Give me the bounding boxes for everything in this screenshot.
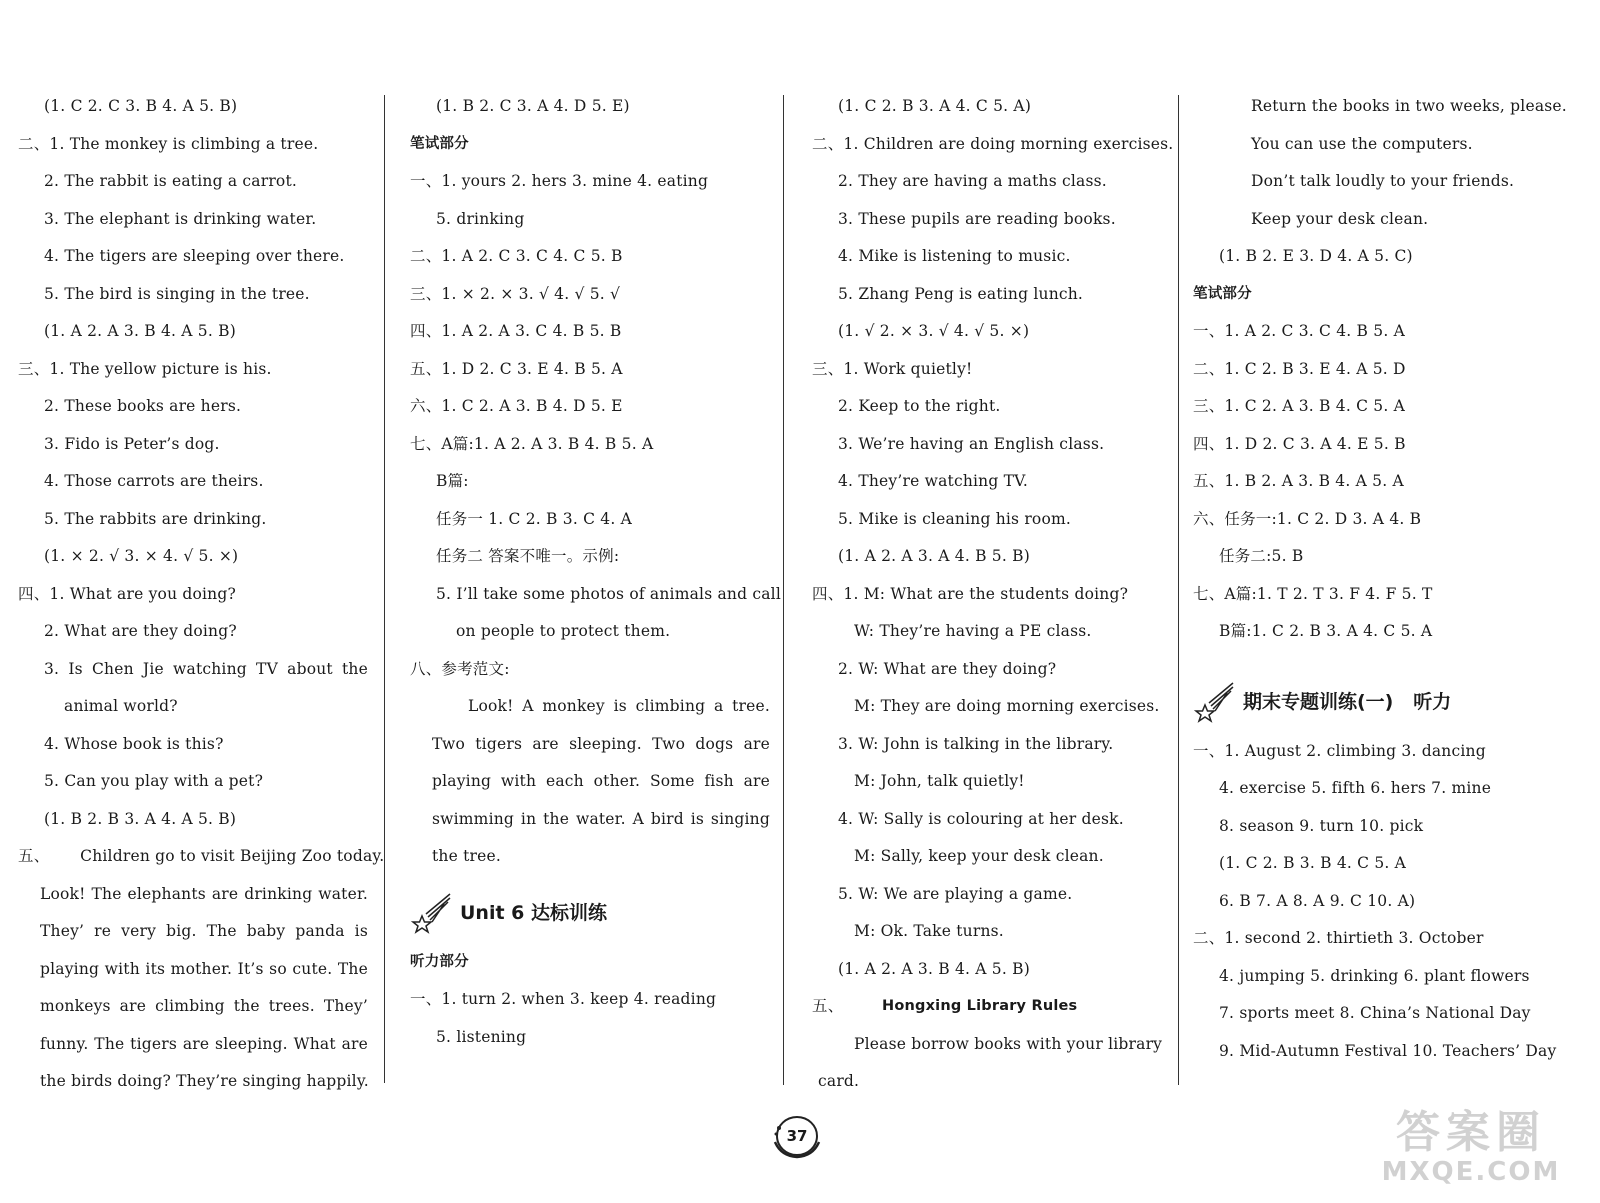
section-line: 一、1. yours 2. hers 3. mine 4. eating (410, 172, 709, 190)
section-line: 五、1. B 2. A 3. B 4. A 5. A (1193, 472, 1404, 490)
answer-line: B篇:1. C 2. B 3. A 4. C 5. A (1219, 622, 1433, 640)
answer-line: 5. The bird is singing in the tree. (44, 284, 310, 303)
watermark-text: 答案圈 (1396, 1107, 1546, 1158)
section-line: 七、A篇:1. T 2. T 3. F 4. F 5. T (1193, 584, 1433, 603)
answer-line: (1. A 2. A 3. B 4. A 5. B) (838, 959, 1030, 978)
answer-line: 7. sports meet 8. China’s National Day (1219, 1004, 1531, 1022)
column-divider (1178, 95, 1179, 1085)
answer-line: (1. B 2. B 3. A 4. A 5. B) (44, 809, 237, 828)
answer-line: 任务二:5. B (1219, 547, 1304, 565)
section-line: 七、A篇:1. A 2. A 3. B 4. B 5. A (410, 434, 654, 453)
section-line: 三、1. C 2. A 3. B 4. C 5. A (1193, 397, 1405, 415)
section-line: 四、1. What are you doing? (18, 584, 237, 603)
dialogue-line: M: Sally, keep your desk clean. (854, 847, 1104, 865)
section-line: 五、 Children go to visit Beijing Zoo today. (18, 847, 385, 865)
answer-line: (1. C 2. C 3. B 4. A 5. B) (44, 97, 238, 115)
answer-line: 3. Is Chen Jie watching TV about the (44, 659, 368, 678)
essay-line: Look! The elephants are drinking water. (40, 884, 368, 903)
answer-line: 5. listening (436, 1027, 527, 1046)
answer-line: B篇: (436, 472, 469, 490)
dialogue-line: 2. W: What are they doing? (838, 659, 1057, 678)
final-review-heading-text: 期末专题训练(一) 听力 (1243, 691, 1452, 713)
rule-line: Return the books in two weeks, please. (1251, 97, 1567, 115)
essay-line: Two tigers are sleeping. Two dogs are (432, 734, 770, 753)
answer-line: 5. drinking (436, 209, 525, 228)
answer-line: 4. They’re watching TV. (838, 472, 1028, 490)
answer-line: 3. The elephant is drinking water. (44, 209, 317, 228)
answer-line: 3. We’re having an English class. (838, 434, 1105, 453)
answer-line: 4. Those carrots are theirs. (44, 472, 264, 490)
answer-line: on people to protect them. (456, 622, 671, 640)
answer-line: 4. exercise 5. fifth 6. hers 7. mine (1219, 779, 1492, 797)
essay-line: They’ re very big. The baby panda is (40, 922, 368, 940)
section-line: 二、1. A 2. C 3. C 4. C 5. B (410, 247, 623, 265)
section-line: 二、1. Children are doing morning exercises. (812, 134, 1174, 153)
page-number-badge (767, 1112, 827, 1160)
subsection-title: 听力部分 (410, 953, 469, 970)
essay-line: playing with each other. Some fish are (432, 772, 770, 790)
answer-line: 5. Zhang Peng is eating lunch. (838, 284, 1084, 303)
answer-line: animal world? (64, 697, 178, 715)
unit6-heading-text: Unit 6 达标训练 (460, 902, 607, 924)
unit6-heading (410, 884, 770, 940)
shooting-star-icon (410, 890, 454, 934)
section-line: 四、1. M: What are the students doing? (812, 584, 1129, 603)
section-number: 五、 (812, 997, 844, 1015)
section-line (812, 988, 1162, 1026)
section-line: 一、1. August 2. climbing 3. dancing (1193, 741, 1486, 760)
answer-line: 4. Whose book is this? (44, 734, 224, 753)
answer-line: (1. A 2. A 3. B 4. A 5. B) (44, 322, 236, 340)
answer-line: 3. Fido is Peter’s dog. (44, 434, 220, 453)
watermark-url: MXQE.COM (1381, 1157, 1561, 1187)
answer-line: 任务二 答案不唯一。示例: (436, 547, 620, 565)
answer-line: (1. B 2. E 3. D 4. A 5. C) (1219, 247, 1413, 265)
answer-line: (1. × 2. √ 3. × 4. √ 5. ×) (44, 547, 239, 565)
dialogue-line: W: They’re having a PE class. (854, 622, 1092, 640)
essay-line: playing with its mother. It’s so cute. The (40, 959, 368, 978)
answer-line: 4. Mike is listening to music. (838, 247, 1071, 265)
section-line: 八、参考范文: (410, 659, 510, 678)
answer-line: 2. These books are hers. (44, 397, 242, 415)
essay-line: the birds doing? They’re singing happily. (40, 1072, 369, 1090)
answer-line: (1. √ 2. × 3. √ 4. √ 5. ×) (838, 322, 1030, 340)
answer-line: 2. The rabbit is eating a carrot. (44, 172, 298, 190)
answer-line: 2. They are having a maths class. (838, 172, 1107, 190)
rule-line: Keep your desk clean. (1251, 209, 1429, 228)
dialogue-line: M: They are doing morning exercises. (854, 697, 1160, 715)
library-rules-title: Hongxing Library Rules (882, 998, 1078, 1014)
answer-line: 8. season 9. turn 10. pick (1219, 816, 1424, 835)
dialogue-line: 5. W: We are playing a game. (838, 884, 1073, 903)
essay-line: monkeys are climbing the trees. They’ (40, 997, 368, 1015)
section-line: 三、1. The yellow picture is his. (18, 359, 272, 378)
rule-line: You can use the computers. (1251, 134, 1473, 153)
essay-line: Look! A monkey is climbing a tree. (468, 697, 770, 715)
answer-line: 2. Keep to the right. (838, 397, 1001, 415)
answer-line: (1. C 2. B 3. B 4. C 5. A (1219, 854, 1407, 872)
answer-line: 5. The rabbits are drinking. (44, 509, 267, 528)
subsection-title: 笔试部分 (410, 135, 469, 152)
answer-line: (1. B 2. C 3. A 4. D 5. E) (436, 97, 630, 115)
answer-line: 任务一 1. C 2. B 3. C 4. A (436, 509, 632, 528)
section-line: 二、1. The monkey is climbing a tree. (18, 134, 319, 153)
section-line: 六、任务一:1. C 2. D 3. A 4. B (1193, 509, 1422, 528)
answer-line: 5. I’ll take some photos of animals and call (436, 584, 781, 603)
final-review-heading (1193, 673, 1573, 729)
column-3 (812, 88, 1174, 1101)
answer-line: (1. A 2. A 3. A 4. B 5. B) (838, 547, 1030, 565)
section-line: 六、1. C 2. A 3. B 4. D 5. E (410, 397, 623, 415)
essay-line: funny. The tigers are sleeping. What are (40, 1034, 368, 1053)
section-line: 三、1. × 2. × 3. √ 4. √ 5. √ (410, 284, 621, 303)
answer-line: 9. Mid-Autumn Festival 10. Teachers’ Day (1219, 1041, 1557, 1060)
dialogue-line: M: John, talk quietly! (854, 772, 1025, 790)
dialogue-line: 4. W: Sally is colouring at her desk. (838, 809, 1124, 828)
column-4 (1193, 88, 1573, 1070)
answer-line: 6. B 7. A 8. A 9. C 10. A) (1219, 891, 1416, 910)
section-line: 四、1. A 2. A 3. C 4. B 5. B (410, 322, 622, 340)
essay-line: swimming in the water. A bird is singing (432, 809, 770, 828)
dialogue-line: 3. W: John is talking in the library. (838, 734, 1114, 753)
watermark-logo (1356, 1109, 1586, 1189)
section-line: 一、1. turn 2. when 3. keep 4. reading (410, 990, 717, 1008)
answer-line: 4. jumping 5. drinking 6. plant flowers (1219, 966, 1530, 985)
answer-line: 2. What are they doing? (44, 622, 237, 640)
section-line: 五、1. D 2. C 3. E 4. B 5. A (410, 359, 623, 378)
essay-line: the tree. (432, 847, 502, 865)
column-1 (18, 88, 385, 1101)
rule-line: Don’t talk loudly to your friends. (1251, 172, 1515, 190)
answer-line: 3. These pupils are reading books. (838, 209, 1116, 228)
column-divider (783, 95, 784, 1085)
essay-line: Please borrow books with your library (854, 1034, 1163, 1053)
shooting-star-icon (1193, 679, 1237, 723)
subsection-title: 笔试部分 (1193, 285, 1252, 302)
section-line: 三、1. Work quietly! (812, 359, 973, 378)
section-line: 一、1. A 2. C 3. C 4. B 5. A (1193, 322, 1405, 340)
section-line: 四、1. D 2. C 3. A 4. E 5. B (1193, 434, 1406, 453)
answer-line: 5. Can you play with a pet? (44, 772, 264, 790)
column-divider (384, 95, 385, 1083)
answer-line: (1. C 2. B 3. A 4. C 5. A) (838, 97, 1032, 115)
essay-line: card. (818, 1072, 860, 1090)
dialogue-line: M: Ok. Take turns. (854, 922, 1004, 940)
section-line: 二、1. C 2. B 3. E 4. A 5. D (1193, 359, 1406, 378)
answer-line: 4. The tigers are sleeping over there. (44, 247, 345, 265)
section-line: 二、1. second 2. thirtieth 3. October (1193, 929, 1484, 947)
answer-line: 5. Mike is cleaning his room. (838, 509, 1072, 528)
page-number: 37 (786, 1127, 808, 1145)
column-2 (410, 88, 781, 1056)
